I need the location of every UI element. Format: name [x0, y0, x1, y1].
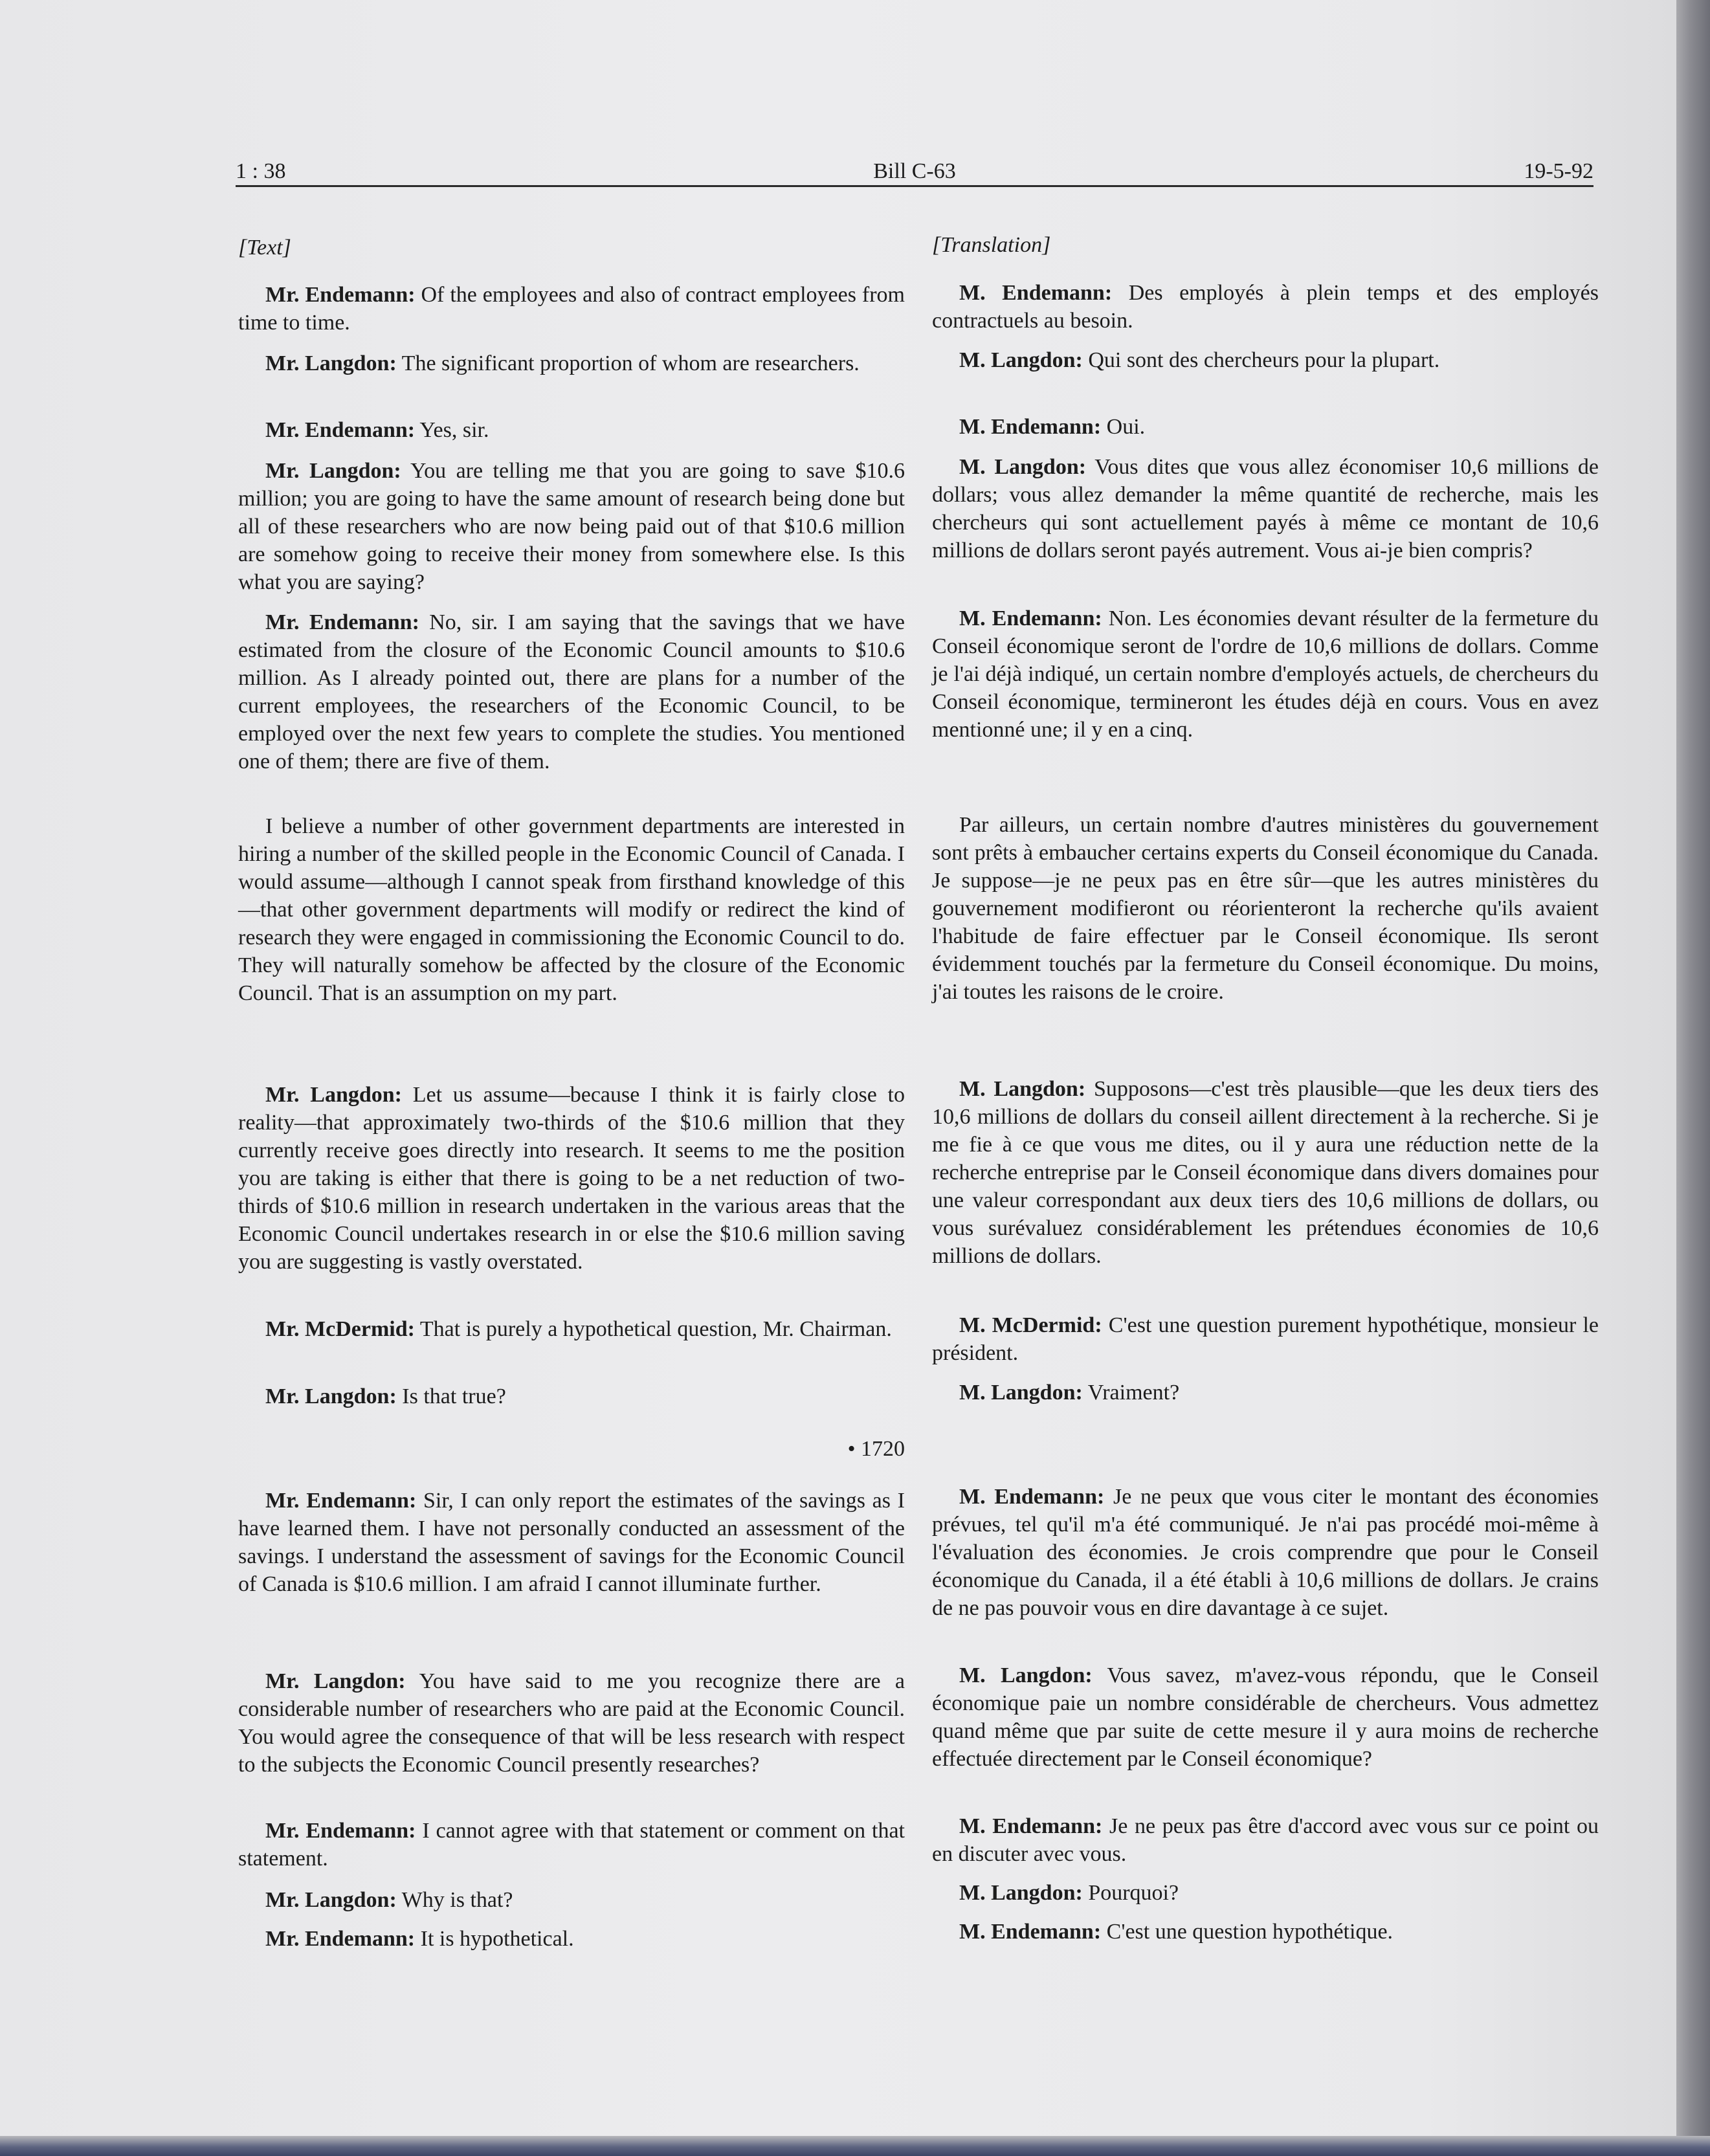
paragraph-text: Sir, I can only report the estimates of the savings as I have learned them. I have not personally conducted an assessment of the savings. I understand the assessment of savings for the Economic Council of Canada is $10.6 million. I am afraid I cannot illuminate further. — [238, 1489, 905, 1596]
column-label: [Translation] — [932, 233, 1051, 257]
transcript-paragraph — [238, 281, 905, 337]
paragraph-text: Oui. — [1101, 415, 1146, 439]
transcript-paragraph — [238, 1315, 905, 1343]
speaker-name: M. Langdon: — [959, 1381, 1083, 1405]
transcript-paragraph — [238, 416, 905, 444]
transcript-paragraph — [238, 1925, 905, 1953]
paragraph-text: I cannot agree with that statement or comment on that statement. — [238, 1819, 905, 1871]
transcript-paragraph — [932, 413, 1599, 441]
paragraph-text: Yes, sir. — [415, 418, 489, 442]
paragraph-text: C'est une question purement hypothétique, monsieur le président. — [932, 1313, 1599, 1365]
transcript-paragraph — [932, 279, 1599, 335]
speaker-name: M. Endemann: — [959, 1485, 1105, 1509]
transcript-paragraph — [932, 1812, 1599, 1868]
speaker-name: Mr. Langdon: — [265, 1669, 406, 1693]
bottom-edge — [0, 2136, 1710, 2156]
paragraph-text: That is purely a hypothetical question, Mr. Chairman. — [414, 1317, 892, 1341]
transcript-paragraph — [932, 811, 1599, 1006]
speaker-name: M. Langdon: — [959, 1663, 1093, 1687]
transcript-paragraph — [238, 1081, 905, 1276]
speaker-name: Mr. Langdon: — [265, 351, 397, 375]
speaker-name: M. Endemann: — [959, 1814, 1103, 1838]
speaker-name: Mr. Langdon: — [265, 1384, 397, 1408]
speaker-name: Mr. Langdon: — [265, 1888, 397, 1912]
speaker-name: M. Endemann: — [959, 606, 1102, 630]
paragraph-text: Qui sont des chercheurs pour la plupart. — [1082, 348, 1440, 372]
transcript-paragraph — [932, 346, 1599, 374]
transcript-paragraph — [932, 1311, 1599, 1367]
paragraph-text: Supposons—c'est très plausible—que les deux tiers des 10,6 millions de dollars du conseil aillent directement à la recherche. Si je me fie à ce que vous me dites, ou il y aura une réduction nette de la recherche entreprise par le Conseil économique dans divers domaines pour une valeur correspondant aux deux tiers des 10,6 millions de dollars, ou vous surévaluez considérablement les prétendues économies de 10,6 millions de dollars. — [932, 1077, 1599, 1268]
paragraph-text: Of the employees and also of contract employees from time to time. — [238, 283, 905, 335]
speaker-name: M. Endemann: — [959, 281, 1113, 305]
speaker-name: M. Langdon: — [959, 1881, 1083, 1905]
transcript-paragraph — [238, 812, 905, 1007]
speaker-name: M. Endemann: — [959, 1920, 1102, 1944]
bill-title: Bill C-63 — [873, 159, 956, 183]
transcript-paragraph — [932, 1879, 1599, 1907]
speaker-name: M. Langdon: — [959, 348, 1083, 372]
speaker-name: M. Langdon: — [959, 455, 1087, 479]
binding-edge — [1676, 0, 1710, 2156]
column-label: [Text] — [238, 236, 291, 260]
paragraph-text: Par ailleurs, un certain nombre d'autres ministères du gouvernement sont prêts à embaucher certains experts du Conseil économique du Canada. Je suppose—je ne peux pas en être sûr—que les autres ministères du gouvernement modifieront ou réorienteront la recherche qu'ils avaient l'habitude de faire effectuer par le Conseil économique. Ils seront évidemment touchés par la fermeture du Conseil économique. Du moins, j'ai toutes les raisons de le croire. — [932, 813, 1599, 1004]
transcript-paragraph — [238, 1667, 905, 1779]
paragraph-text: Let us assume—because I think it is fairly close to reality—that approximately two-thirds of the $10.6 million that they currently receive goes directly into research. It seems to me the position you are taking is either that there is going to be a net reduction of two-thirds of $10.6 million in research undertaken in the various areas that the Economic Council undertakes research in or else the $10.6 million saving you are suggesting is vastly overstated. — [238, 1083, 905, 1274]
transcript-paragraph — [932, 1918, 1599, 1946]
paragraph-text: The significant proportion of whom are researchers. — [396, 351, 860, 375]
speaker-name: Mr. Endemann: — [265, 1489, 417, 1513]
transcript-paragraph — [932, 1661, 1599, 1773]
speaker-name: Mr. McDermid: — [265, 1317, 415, 1341]
speaker-name: Mr. Langdon: — [265, 459, 401, 483]
paragraph-text: Non. Les économies devant résulter de la fermeture du Conseil économique seront de l'ordre de 10,6 millions de dollars. Comme je l'ai déjà indiqué, un certain nombre d'employés actuels, de chercheurs du Conseil économique, termineront les études déjà en cours. Vous en avez mentionné une; il y en a cinq. — [932, 606, 1599, 742]
paragraph-text: I believe a number of other government departments are interested in hiring a number of the skilled people in the Economic Council of Canada. I would assume—although I cannot speak from firsthand knowledge of this—that other government departments will modify or redirect the kind of research they were engaged in commissioning the Economic Council to do. They will naturally somehow be affected by the closure of the Economic Council. That is an assumption on my part. — [238, 814, 905, 1005]
transcript-paragraph — [238, 1886, 905, 1914]
transcript-paragraph — [238, 608, 905, 775]
speaker-name: M. Langdon: — [959, 1077, 1086, 1101]
speaker-name: Mr. Endemann: — [265, 1927, 416, 1951]
header-rule — [236, 185, 1593, 187]
paragraph-text: No, sir. I am saying that the savings that we have estimated from the closure of the Economic Council amounts to $10.6 million. As I already pointed out, there are plans for a number of the current employees, the researchers of the Economic Council, to be employed over the next few years to complete the studies. You mentioned one of them; there are five of them. — [238, 610, 905, 773]
speaker-name: Mr. Langdon: — [265, 1083, 402, 1107]
transcript-paragraph — [932, 453, 1599, 564]
transcript-paragraph — [238, 1487, 905, 1598]
transcript-paragraph — [238, 1383, 905, 1410]
page-folio: 1 : 38 — [236, 159, 286, 183]
transcript-paragraph — [238, 350, 905, 377]
transcript-paragraph — [932, 1075, 1599, 1270]
speaker-name: Mr. Endemann: — [265, 283, 416, 307]
sitting-date: 19-5-92 — [1524, 159, 1593, 183]
transcript-paragraph — [238, 457, 905, 596]
transcript-paragraph — [932, 1379, 1599, 1406]
paragraph-text: You are telling me that you are going to save $10.6 million; you are going to have the same amount of research being done but all of these researchers who are now being paid out of that $10.6 million are somehow going to receive their money from somewhere else. Is this what you are saying? — [238, 459, 905, 594]
transcript-paragraph — [932, 1483, 1599, 1622]
paragraph-text: Why is that? — [396, 1888, 513, 1912]
speaker-name: M. Endemann: — [959, 415, 1102, 439]
paragraph-text: Vraiment? — [1082, 1381, 1180, 1405]
speaker-name: Mr. Endemann: — [265, 418, 416, 442]
page-header — [236, 154, 1593, 186]
speaker-name: Mr. Endemann: — [265, 610, 419, 634]
transcript-paragraph — [932, 605, 1599, 744]
paragraph-text: It is hypothetical. — [415, 1927, 574, 1951]
paragraph-text: Vous dites que vous allez économiser 10,6 millions de dollars; vous allez demander la même quantité de recherche, mais les chercheurs qui sont actuellement payés à même ce montant de 10,6 millions de dollars seront payés autrement. Vous ai-je bien compris? — [932, 455, 1599, 562]
speaker-name: Mr. Endemann: — [265, 1819, 416, 1843]
paragraph-text: Des employés à plein temps et des employés contractuels au besoin. — [932, 281, 1599, 333]
paragraph-text: Je ne peux pas être d'accord avec vous sur ce point ou en discuter avec vous. — [932, 1814, 1599, 1866]
paragraph-text: Vous savez, m'avez-vous répondu, que le Conseil économique paie un nombre considérable de chercheurs. Vous admettez quand même que par suite de cette mesure il y aura moins de recherche effectuée directement par le Conseil économique? — [932, 1663, 1599, 1771]
transcript-paragraph — [238, 1817, 905, 1873]
paragraph-text: Is that true? — [396, 1384, 506, 1408]
speaker-name: M. McDermid: — [959, 1313, 1102, 1337]
paragraph-text: You have said to me you recognize there are a considerable number of researchers who are paid at the Economic Council. You would agree the consequence of that will be less research with respect to the subjects the Economic Council presently researches? — [238, 1669, 905, 1777]
paragraph-text: Je ne peux que vous citer le montant des économies prévues, tel qu'il m'a été communiqué. Je n'ai pas procédé moi-même à l'évaluation des économies. Je crois comprendre que pour le Conseil économique du Canada, il a été établi à 10,6 millions de dollars. Je crains de ne pas pouvoir vous en dire davantage à ce sujet. — [932, 1485, 1599, 1620]
paragraph-text: C'est une question hypothétique. — [1101, 1920, 1394, 1944]
paragraph-text: Pourquoi? — [1082, 1881, 1179, 1905]
time-marker: • 1720 — [847, 1437, 905, 1461]
